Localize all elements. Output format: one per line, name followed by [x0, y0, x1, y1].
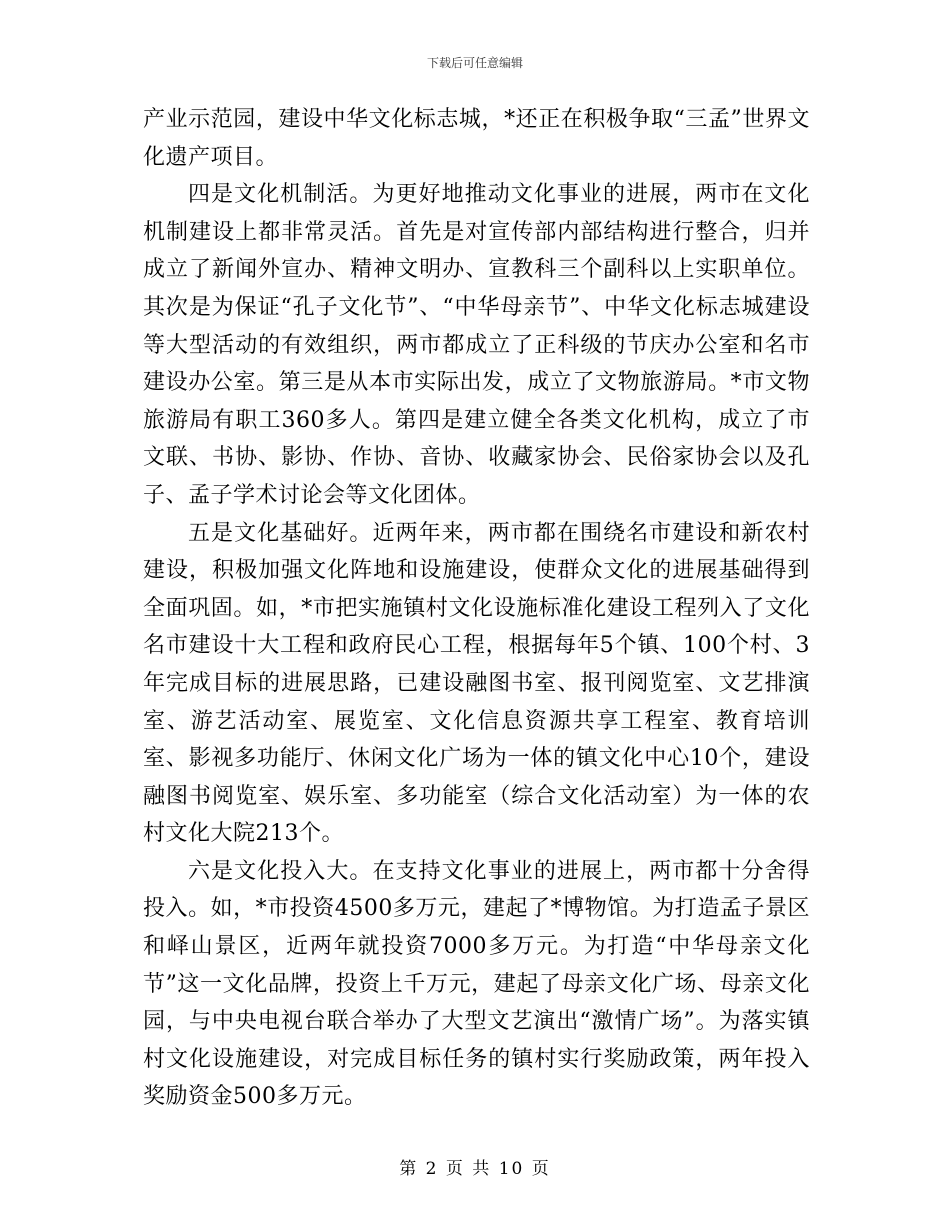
- paragraph-continuation: 产业示范园，建设中华文化标志城，*还正在积极争取“三孟”世界文化遗产项目。: [143, 107, 810, 170]
- paragraph-cultural-mechanism: 四是文化机制活。为更好地推动文化事业的进展，两市在文化机制建设上都非常灵活。首先是对宣传部内部结构进行整合，归并成立了新闻外宣办、精神文明办、宣教科三个副科以上实职单位。其次是为保证“孔子文化节”、“中华母亲节”、中华文化标志城建设等大型活动的有效组织，两市都成立了正科级的节庆办公室和名市建设办公室。第三是从本市实际出发，成立了文物旅游局。*市文物旅游局有职工360多人。第四是建立健全各类文化机构，成立了市文联、书协、影协、作协、音协、收藏家协会、民俗家协会以及孔子、孟子学术讨论会等文化团体。: [143, 182, 810, 508]
- page-header: 下载后可任意编辑: [426, 56, 523, 70]
- document-body: [143, 101, 810, 1116]
- page-footer: 第 2 页 共 10 页: [399, 1159, 551, 1179]
- paragraph-cultural-investment: 六是文化投入大。在支持文化事业的进展上，两市都十分舍得投入。如，*市投资4500多万元，建起了*博物馆。为打造孟子景区和峄山景区，近两年就投资7000多万元。为打造“中华母亲文化节”这一文化品牌，投资上千万元，建起了母亲文化广场、母亲文化园，与中央电视台联合举办了大型文艺演出“激情广场”。为落实镇村文化设施建设，对完成目标任务的镇村实行奖励政策，两年投入奖励资金500多万元。: [143, 858, 810, 1110]
- paragraph-cultural-foundation: 五是文化基础好。近两年来，两市都在围绕名市建设和新农村建设，积极加强文化阵地和设施建设，使群众文化的进展基础得到全面巩固。如，*市把实施镇村文化设施标准化建设工程列入了文化名市建设十大工程和政府民心工程，根据每年5个镇、100个村、3年完成目标的进展思路，已建设融图书室、报刊阅览室、文艺排演室、游艺活动室、展览室、文化信息资源共享工程室、教育培训室、影视多功能厅、休闲文化广场为一体的镇文化中心10个，建设融图书阅览室、娱乐室、多功能室（综合文化活动室）为一体的农村文化大院213个。: [143, 520, 810, 847]
